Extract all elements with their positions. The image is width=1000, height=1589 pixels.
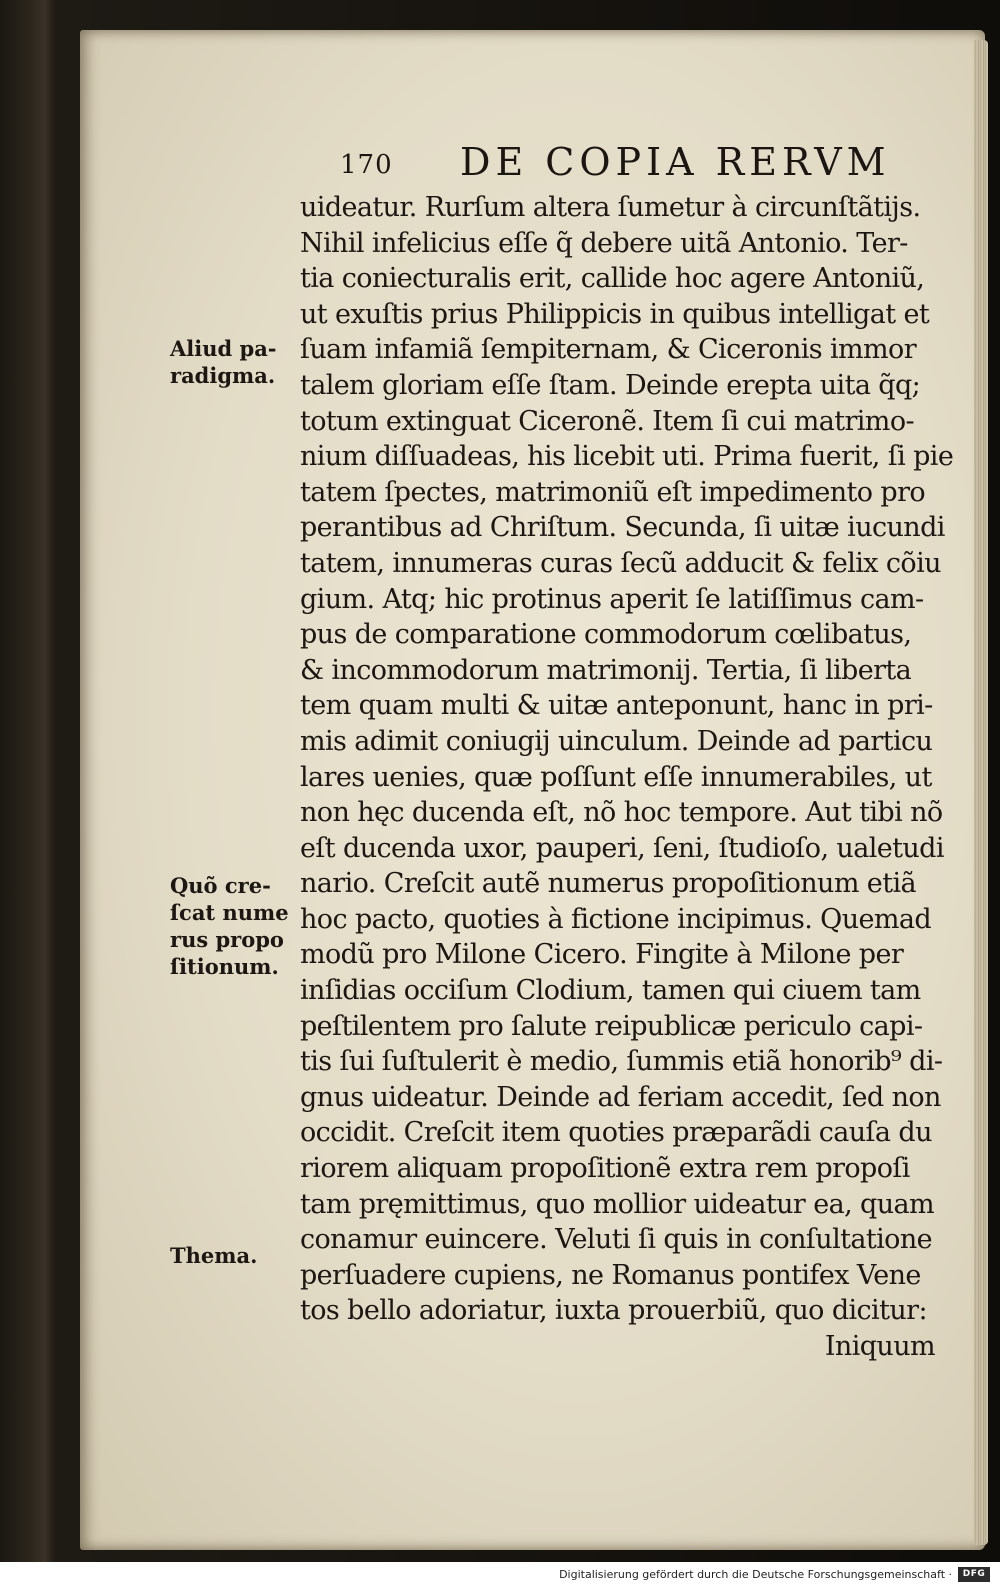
text-line: nario. Creſcit autẽ numerus propoſitionum etiã (300, 868, 916, 900)
dfg-logo: DFG (958, 1567, 990, 1582)
text-line: riorem aliquam propoſitionẽ extra rem propoſi (300, 1153, 910, 1185)
text-line: nium diſſuadeas, his licebit uti. Prima fuerit, ſi pie (300, 441, 954, 473)
text-line: & incommodorum matrimonij. Tertia, ſi liberta (300, 654, 912, 686)
text-line: conamur euincere. Veluti ſi quis in conſultatione (300, 1224, 932, 1256)
body-text (300, 190, 965, 1365)
margin-note-line: ſcat nume (170, 900, 289, 925)
text-line: gium. Atq; hic protinus aperit ſe latiſſimus cam- (300, 583, 924, 615)
text-line: inſidias occiſum Clodium, tamen qui ciuem tam (300, 975, 921, 1007)
text-line: mis adimit coniugij uinculum. Deinde ad particu (300, 725, 933, 757)
text-line: tos bello adoriatur, iuxta prouerbiũ, quo dicitur: (300, 1295, 927, 1327)
footer-bar (0, 1562, 1000, 1589)
footer-credit: Digitalisierung gefördert durch die Deutsche Forschungsgemeinschaft · (559, 1568, 952, 1581)
text-line: occidit. Creſcit item quoties præparãdi cauſa du (300, 1117, 932, 1149)
margin-note-thema (170, 1242, 295, 1269)
margin-note-aliud-paradigma (170, 335, 295, 389)
text-line: tam pręmittimus, quo mollior uideatur ea, quam (300, 1188, 935, 1220)
text-line: totum extinguat Ciceronẽ. Item ſi cui matrimo- (300, 405, 914, 437)
margin-note-line: Thema. (170, 1243, 258, 1268)
page-header (340, 140, 940, 190)
running-head: DE COPIA RERVM (460, 140, 891, 184)
text-line: uideatur. Rurſum altera ſumetur à circunſtãtijs. (300, 192, 921, 223)
margin-note-line: radigma. (170, 363, 276, 388)
text-line: lares uenies, quæ poſſunt eſſe innumerabiles, ut (300, 761, 932, 793)
text-line: Nihil infelicius eſſe q̃ debere uitã Antonio. Ter- (300, 227, 908, 259)
text-line: perſuadere cupiens, ne Romanus pontifex Vene (300, 1259, 921, 1291)
margin-note-line: Aliud pa- (170, 336, 277, 361)
margin-note-line: ſitionum. (170, 954, 279, 979)
text-line: talem gloriam eſſe ſtam. Deinde erepta uita q̃q; (300, 369, 921, 401)
text-line: modũ pro Milone Cicero. Fingite à Milone per (300, 939, 904, 971)
margin-note-quo-crescat (170, 872, 295, 980)
text-line: ut exuſtis prius Philippicis in quibus intelligat et (300, 298, 930, 330)
text-line: tatem ſpectes, matrimoniũ eſt impedimento pro (300, 476, 926, 508)
text-line: ſuam infamiã ſempiternam, & Ciceronis immor (300, 334, 917, 366)
text-line: pus de comparatione commodorum cœlibatus, (300, 619, 912, 651)
text-line: tis ſui ſuſtulerit è medio, ſummis etiã honorib⁹ di- (300, 1046, 943, 1078)
page-number: 170 (340, 150, 393, 180)
text-line: peſtilentem pro ſalute reipublicæ periculo capi- (300, 1010, 923, 1042)
margin-note-line: Quõ cre- (170, 873, 271, 898)
text-line: tatem, innumeras curas ſecũ adducit & felix cõiu (300, 547, 941, 579)
catchword: Iniquum (824, 1331, 935, 1362)
margin-note-line: rus propo (170, 927, 284, 952)
text-line: hoc pacto, quoties à fictione incipimus. Quemad (300, 903, 932, 935)
text-line: non hęc ducenda eſt, nõ hoc tempore. Aut tibi nõ (300, 797, 943, 829)
text-line: eſt ducenda uxor, pauperi, ſeni, ſtudioſo, ualetudi (300, 832, 944, 864)
page-fore-edge (974, 40, 988, 1545)
text-line: perantibus ad Chriſtum. Secunda, ſi uitæ iucundi (300, 512, 945, 544)
text-line: tia coniecturalis erit, callide hoc agere Antoniũ, (300, 263, 925, 295)
text-line: tem quam multi & uitæ anteponunt, hanc in pri- (300, 690, 933, 722)
text-line: gnus uideatur. Deinde ad feriam accedit, ſed non (300, 1081, 941, 1113)
